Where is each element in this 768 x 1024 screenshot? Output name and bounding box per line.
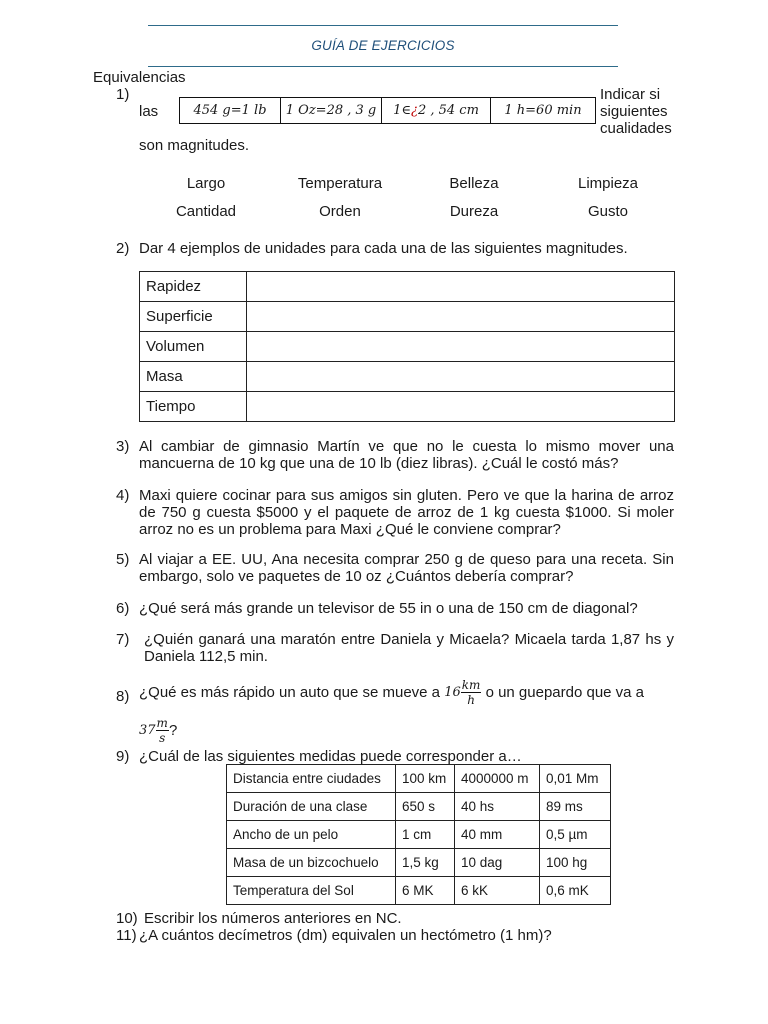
magnitude-label: Tiempo xyxy=(140,392,247,422)
table-row xyxy=(227,877,611,905)
measure-option: 650 s xyxy=(396,793,455,821)
measure-label: Distancia entre ciudades xyxy=(227,765,396,793)
measure-option: 6 kK xyxy=(455,877,540,905)
speed2-value: 37 xyxy=(139,723,156,738)
q11-text: ¿A cuántos decímetros (dm) equivalen un hectómetro (1 hm)? xyxy=(139,927,552,944)
q7-text: ¿Quién ganará una maratón entre Daniela y Micaela? Micaela tarda 1,87 hs y Daniela 112,5 min. xyxy=(144,631,674,665)
measure-option: 100 hg xyxy=(540,849,611,877)
page-title: GUÍA DE EJERCICIOS xyxy=(311,38,455,53)
q6-number: 6) xyxy=(116,600,130,617)
speed1-unit-denominator: h xyxy=(467,693,475,707)
q5-text: Al viajar a EE. UU, Ana necesita comprar 250 g de queso para una receta. Sin embargo, solo ve paquetes de 10 oz ¿Cuántos debería comprar? xyxy=(139,551,674,585)
measure-option: 40 mm xyxy=(455,821,540,849)
equivalences-table xyxy=(179,97,596,124)
q1-intro-right: Indicar si siguientes cualidades xyxy=(600,86,672,137)
speed2-unit-fraction xyxy=(156,716,169,745)
measure-option: 100 km xyxy=(396,765,455,793)
magnitude-label: Volumen xyxy=(140,332,247,362)
measure-option: 0,6 mK xyxy=(540,877,611,905)
q4-number: 4) xyxy=(116,487,130,504)
measure-option: 1 cm xyxy=(396,821,455,849)
measure-option: 89 ms xyxy=(540,793,611,821)
table-row xyxy=(140,392,675,422)
table-row xyxy=(227,765,611,793)
magnitude-label: Rapidez xyxy=(140,272,247,302)
equiv3-end: 2 , 54 cm xyxy=(417,103,479,118)
equiv3-start: 1∈ xyxy=(393,103,411,118)
measure-option: 1,5 kg xyxy=(396,849,455,877)
equivalence-cell xyxy=(382,98,491,124)
table-row xyxy=(140,362,675,392)
table-row xyxy=(227,821,611,849)
q6-text: ¿Qué será más grande un televisor de 55 in o una de 150 cm de diagonal? xyxy=(139,600,638,617)
measure-option: 40 hs xyxy=(455,793,540,821)
quality-item: Orden xyxy=(319,203,361,220)
q8-text-b: o un guepardo que va a xyxy=(485,684,645,701)
q2-number: 2) xyxy=(116,240,130,257)
speed1-value: 16 xyxy=(444,685,461,700)
measure-label: Duración de una clase xyxy=(227,793,396,821)
table-row xyxy=(140,272,675,302)
q4-text: Maxi quiere cocinar para sus amigos sin gluten. Pero ve que la harina de arroz de 750 g cuesta $5000 y el paquete de arroz de 1 kg cuesta $1000. Si moler arroz no es un problema para Maxi ¿Qué le conviene comprar? xyxy=(139,487,674,538)
magnitudes-table xyxy=(139,271,675,422)
table-row xyxy=(227,849,611,877)
q1-intro-left: las xyxy=(139,103,159,120)
speed1-unit-numerator: km xyxy=(461,678,481,692)
measure-label: Ancho de un pelo xyxy=(227,821,396,849)
quality-item: Gusto xyxy=(587,203,629,220)
section-heading: Equivalencias xyxy=(93,69,186,86)
speed1-unit-fraction xyxy=(461,678,482,707)
q7-number: 7) xyxy=(116,631,130,648)
measure-label: Masa de un bizcochuelo xyxy=(227,849,396,877)
quality-item: Limpieza xyxy=(577,175,639,192)
table-row xyxy=(140,332,675,362)
answer-cell[interactable] xyxy=(247,362,675,392)
q11-number: 11) xyxy=(116,927,137,944)
equivalence-cell: 1 Oz=28 , 3 g xyxy=(281,98,382,124)
quality-item: Largo xyxy=(186,175,226,192)
equiv3-error-mark: ¿ xyxy=(410,103,418,118)
answer-cell[interactable] xyxy=(247,332,675,362)
q8-number: 8) xyxy=(116,688,130,705)
answer-cell[interactable] xyxy=(247,392,675,422)
quality-item: Cantidad xyxy=(175,203,237,220)
measure-option: 10 dag xyxy=(455,849,540,877)
measurements-table xyxy=(226,764,611,905)
magnitude-label: Superficie xyxy=(140,302,247,332)
equivalence-cell: 1 h=60 min xyxy=(491,98,596,124)
header-bottom-rule xyxy=(148,66,618,67)
equivalence-cell: 454 g=1 lb xyxy=(180,98,281,124)
q3-text: Al cambiar de gimnasio Martín ve que no le cuesta lo mismo mover una mancuerna de 10 kg que una de 10 lb (diez libras). ¿Cuál le costó más? xyxy=(139,438,674,472)
magnitude-label: Masa xyxy=(140,362,247,392)
measure-option: 0,01 Mm xyxy=(540,765,611,793)
q10-text: Escribir los números anteriores en NC. xyxy=(144,910,402,927)
q8-line2 xyxy=(139,716,177,745)
q8-text-c: ? xyxy=(168,722,178,739)
header-top-rule xyxy=(148,25,618,26)
answer-cell[interactable] xyxy=(247,272,675,302)
quality-item: Dureza xyxy=(449,203,499,220)
q1-number: 1) xyxy=(116,86,130,103)
table-row xyxy=(227,793,611,821)
q8-text-a: ¿Qué es más rápido un auto que se mueve a xyxy=(139,684,441,701)
table-row xyxy=(140,302,675,332)
measure-option: 6 MK xyxy=(396,877,455,905)
measure-option: 4000000 m xyxy=(455,765,540,793)
quality-item: Temperatura xyxy=(297,175,383,192)
q9-text: ¿Cuál de las siguientes medidas puede corresponder a… xyxy=(139,748,522,765)
quality-item: Belleza xyxy=(449,175,499,192)
q9-number: 9) xyxy=(116,748,130,765)
speed2-unit-denominator: s xyxy=(159,731,166,745)
measure-option: 0,5 µm xyxy=(540,821,611,849)
speed2-unit-numerator: m xyxy=(156,716,168,730)
q2-text: Dar 4 ejemplos de unidades para cada una de las siguientes magnitudes. xyxy=(139,240,628,257)
q8-line1 xyxy=(139,678,679,707)
q5-number: 5) xyxy=(116,551,130,568)
q10-number: 10) xyxy=(116,910,138,927)
q1-after-text: son magnitudes. xyxy=(139,137,250,154)
answer-cell[interactable] xyxy=(247,302,675,332)
measure-label: Temperatura del Sol xyxy=(227,877,396,905)
q3-number: 3) xyxy=(116,438,130,455)
